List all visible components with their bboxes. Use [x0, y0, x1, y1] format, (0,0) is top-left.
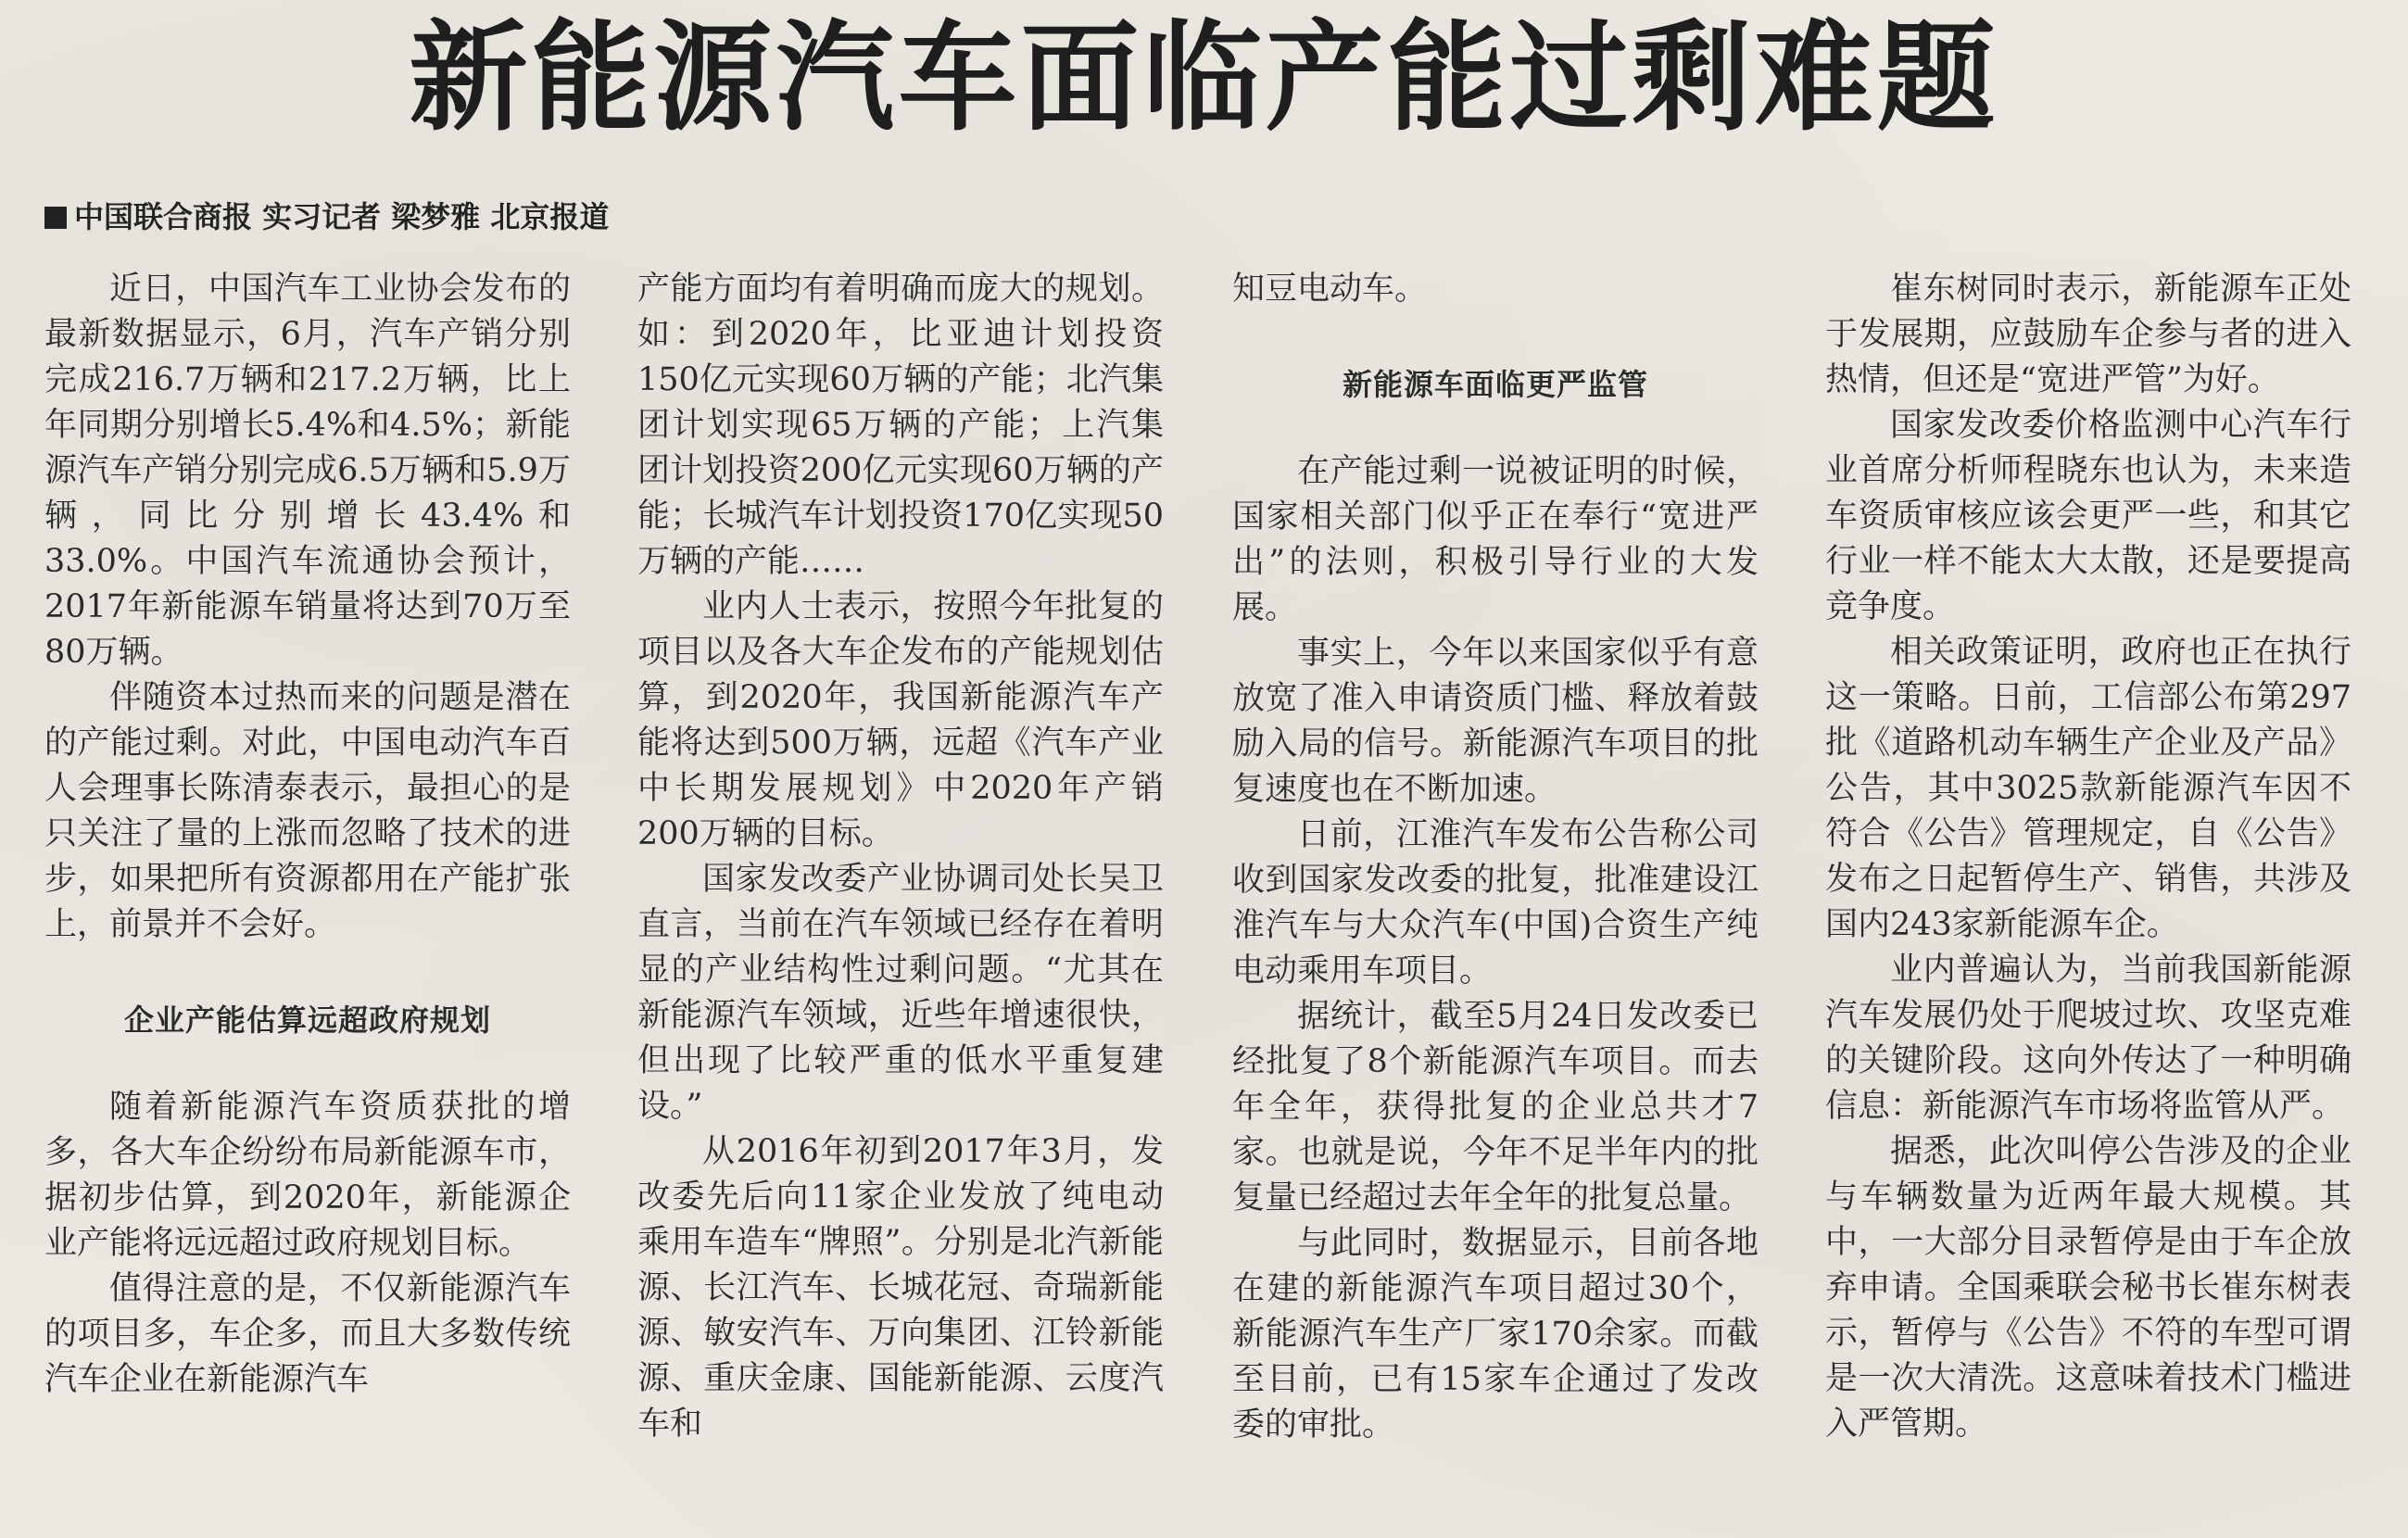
paragraph: 随着新能源汽车资质获批的增多，各大车企纷纷布局新能源车市，据初步估算，到2020年，新能源企业产能将远远超过政府规划目标。 [44, 1089, 571, 1262]
paragraph: 业内人士表示，按照今年批复的项目以及各大车企发布的产能规划估算，到2020年，我国新能源汽车产能将达到500万辆，远超《汽车产业中长期发展规划》中2020年产销200万辆的目标。 [637, 588, 1164, 852]
paragraph: 与此同时，数据显示，目前各地在建的新能源汽车项目超过30个，新能源汽车生产厂家170余家。而截至目前，已有15家车企通过了发改委的审批。 [1232, 1225, 1759, 1443]
paragraph: 相关政策证明，政府也正在执行这一策略。日前，工信部公布第297批《道路机动车辆生产企业及产品》公告，其中3025款新能源汽车因不符合《公告》管理规定，自《公告》发布之日起暂停生产、销售，共涉及国内243家新能源车企。 [1825, 634, 2351, 943]
paragraph: 从2016年初到2017年3月，发改委先后向11家企业发放了纯电动乘用车造车“牌照”。分别是北汽新能源、长江汽车、长城花冠、奇瑞新能源、敏安汽车、万向集团、江铃新能源、重庆金康、国能新能源、云度汽车和 [637, 1133, 1164, 1443]
column-2 [637, 267, 1164, 1447]
subheading: 新能源车面临更严监管 [1342, 367, 1648, 402]
byline-text: 中国联合商报 实习记者 梁梦雅 北京报道 [74, 199, 610, 234]
column-3 [1232, 267, 1759, 1448]
paragraph: 知豆电动车。 [1232, 271, 1428, 308]
paragraph: 国家发改委产业协调司处长吴卫直言，当前在汽车领域已经存在着明显的产业结构性过剩问题。“尤其在新能源汽车领域，近些年增速很快，但出现了比较严重的低水平重复建设。” [637, 861, 1164, 1125]
paragraph: 业内普遍认为，当前我国新能源汽车发展仍处于爬坡过坎、攻坚克难的关键阶段。这向外传达了一种明确信息：新能源汽车市场将监管从严。 [1825, 952, 2351, 1125]
paragraph: 近日，中国汽车工业协会发布的最新数据显示，6月，汽车产销分别完成216.7万辆和217.2万辆，比上年同期分别增长5.4%和4.5%；新能源汽车产销分别完成6.5万辆和5.9万辆，同比分别增长43.4%和33.0%。中国汽车流通协会预计，2017年新能源车销量将达到70万至80万辆。 [44, 271, 571, 671]
paragraph: 据悉，此次叫停公告涉及的企业与车辆数量为近两年最大规模。其中，一大部分目录暂停是由于车企放弃申请。全国乘联会秘书长崔东树表示，暂停与《公告》不符的车型可谓是一次大清洗。这意味着技术门槛进入严管期。 [1825, 1133, 2351, 1443]
paragraph: 值得注意的是，不仅新能源汽车的项目多，车企多，而且大多数传统汽车企业在新能源汽车 [44, 1270, 571, 1398]
paragraph: 产能方面均有着明确而庞大的规划。如：到2020年，比亚迪计划投资150亿元实现60万辆的产能；北汽集团计划实现65万辆的产能；上汽集团计划投资200亿元实现60万辆的产能；长城汽车计划投资170亿实现50万辆的产能…… [637, 271, 1164, 580]
paragraph: 崔东树同时表示，新能源车正处于发展期，应鼓励车企参与者的进入热情，但还是“宽进严管”为好。 [1825, 271, 2351, 398]
byline [44, 196, 609, 237]
subheading: 企业产能估算远超政府规划 [123, 1002, 491, 1038]
column-4 [1825, 267, 2351, 1447]
paragraph: 伴随资本过热而来的问题是潜在的产能过剩。对此，中国电动汽车百人会理事长陈清泰表示，最担心的是只关注了量的上涨而忽略了技术的进步，如果把所有资源都用在产能扩张上，前景并不会好。 [44, 679, 571, 943]
byline-square-icon [44, 207, 67, 229]
headline: 新能源汽车面临产能过剩难题 [409, 9, 1999, 147]
paragraph: 据统计，截至5月24日发改委已经批复了8个新能源汽车项目。而去年全年，获得批复的企业总共才7家。也就是说，今年不足半年内的批复量已经超过去年全年的批复总量。 [1232, 998, 1759, 1217]
column-1 [44, 267, 571, 1403]
paragraph: 事实上，今年以来国家似乎有意放宽了准入申请资质门槛、释放着鼓励入局的信号。新能源汽车项目的批复速度也在不断加速。 [1232, 635, 1759, 808]
paragraph: 国家发改委价格监测中心汽车行业首席分析师程晓东也认为，未来造车资质审核应该会更严一些，和其它行业一样不能太大太散，还是要提高竞争度。 [1825, 407, 2351, 625]
paragraph: 日前，江淮汽车发布公告称公司收到国家发改委的批复，批准建设江淮汽车与大众汽车(中国)合资生产纯电动乘用车项目。 [1232, 816, 1759, 990]
paragraph: 在产能过剩一说被证明的时候，国家相关部门似乎正在奉行“宽进严出”的法则，积极引导行业的大发展。 [1232, 453, 1759, 626]
